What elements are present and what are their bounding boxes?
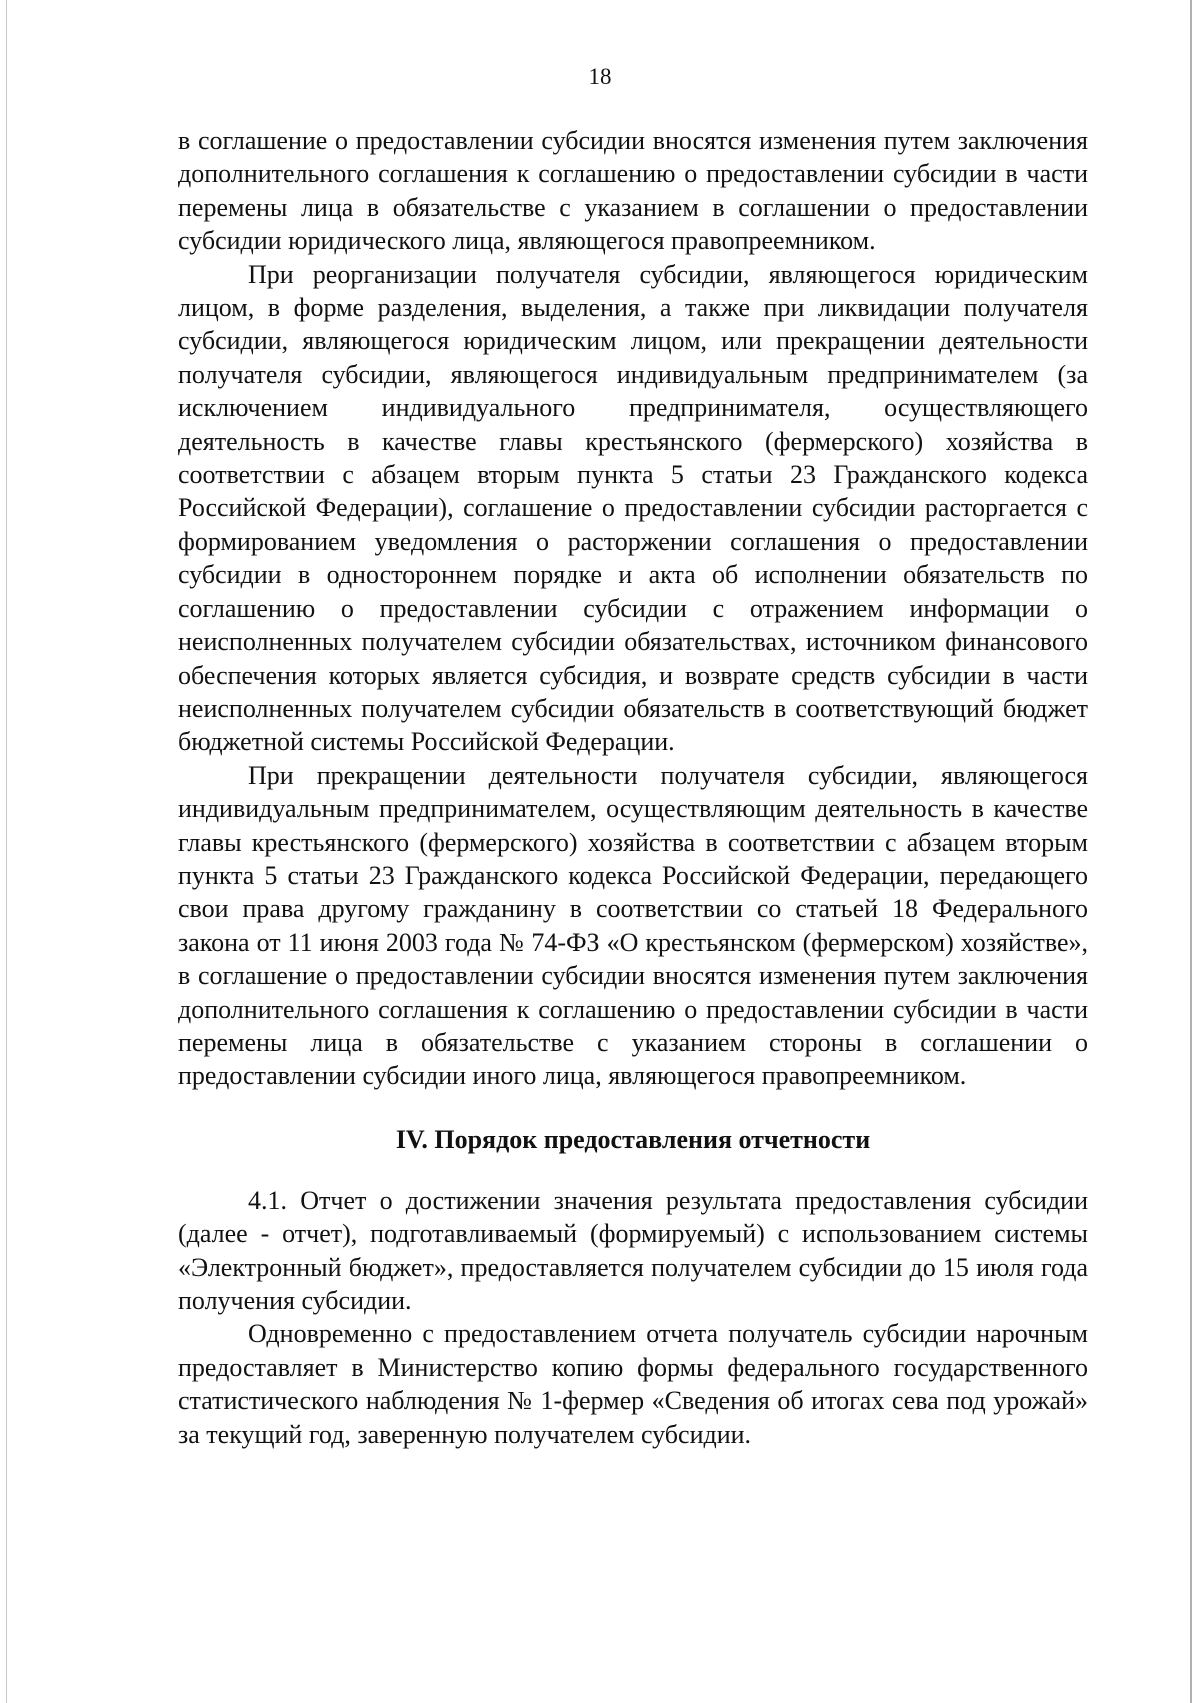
scan-edge-right bbox=[1190, 0, 1192, 1703]
paragraph-farm-termination: При прекращении деятельности получателя субсидии, являющегося индивидуальным предпринимателем, осуществляющим деятельность в качестве главы крестьянского (фермерского) хозяйства в соответствии с абзацем вторым пункта 5 статьи 23 Гражданского кодекса Российской Федерации, передающего свои права другому гражданину в соответствии со статьей 18 Федерального закона от 11 июня 2003 года № 74-ФЗ «О крестьянском (фермерском) хозяйстве», в соглашение о предоставлении субсидии вносятся изменения путем заключения дополнительного соглашения к соглашению о предоставлении субсидии в части перемены лица в обязательстве с указанием стороны в соглашении о предоставлении субсидии иного лица, являющегося правопреемником. bbox=[178, 760, 1088, 1091]
paragraph-continuation: в соглашение о предоставлении субсидии вносятся изменения путем заключения дополнительного соглашения к соглашению о предоставлении субсидии в части перемены лица в обязательстве с указанием в соглашении о предоставлении субсидии юридического лица, являющегося правопреемником. bbox=[178, 126, 1088, 256]
paragraph-report-deadline: 4.1. Отчет о достижении значения результата предоставления субсидии (далее - отчет), подготавливаемый (формируемый) с использованием системы «Электронный бюджет», предоставляется получателем субсидии до 15 июля года получения субсидии. bbox=[178, 1185, 1088, 1315]
section-heading: IV. Порядок предоставления отчетности bbox=[395, 1124, 871, 1154]
paragraph-report-copy: Одновременно с предоставлением отчета получатель субсидии нарочным предоставляет в Министерство копию формы федерального государственного статистического наблюдения № 1-фермер «Сведения об итогах сева под урожай» за текущий год, заверенную получателем субсидии. bbox=[178, 1319, 1088, 1449]
document-body bbox=[178, 124, 1088, 1451]
page-number: 18 bbox=[588, 64, 612, 89]
scan-edge-left bbox=[6, 0, 7, 1703]
paragraph-reorganization: При реорганизации получателя субсидии, являющегося юридическим лицом, в форме разделения, выделения, а также при ликвидации получателя субсидии, являющегося юридическим лицом, или прекращении деятельности получателя субсидии, являющегося индивидуальным предпринимателем (за исключением индивидуального предпринимателя, осуществляющего деятельность в качестве главы крестьянского (фермерского) хозяйства в соответствии с абзацем вторым пункта 5 статьи 23 Гражданского кодекса Российской Федерации), соглашение о предоставлении субсидии расторгается с формированием уведомления о расторжении соглашения о предоставлении субсидии в одностороннем порядке и акта об исполнении обязательств по соглашению о предоставлении субсидии с отражением информации о неисполненных получателем субсидии обязательствах, источником финансового обеспечения которых является субсидия, и возврате средств субсидии в части неисполненных получателем субсидии обязательств в соответствующий бюджет бюджетной системы Российской Федерации. bbox=[178, 259, 1088, 757]
